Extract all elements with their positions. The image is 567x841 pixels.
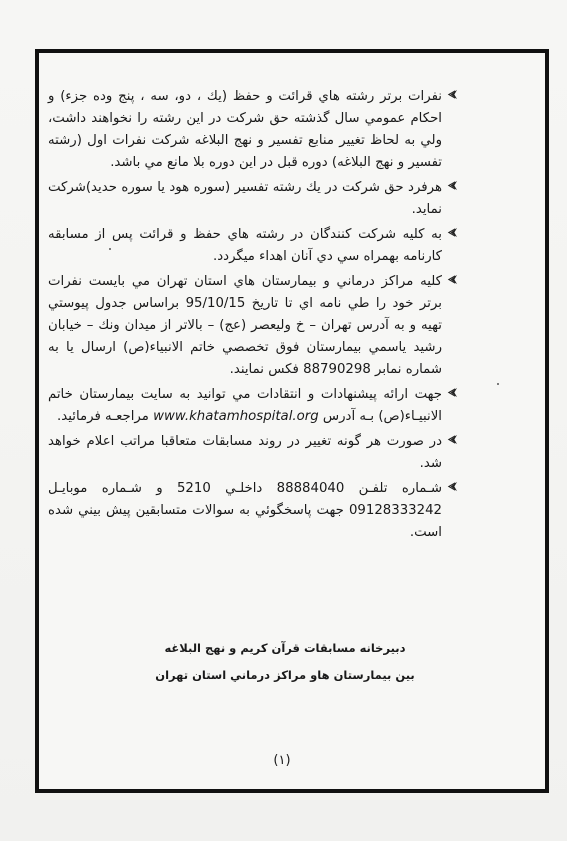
list-item-text: نفرات برتر رشته هاي قرائت و حفظ (يك ، دو، سه ، پنج وده جزء) و احكام عمومي سال گذشته حق شركت در اين رشته را نخواهند داشت، ولي به لحاظ تغيير منابع تفسير و نهج البلاغه شركت نفرات اول (رشته تفسير و نهج البلاغه) دوره قبل در اين دوره بلا مانع مي باشد.: [48, 89, 442, 170]
checkmark-arrow-icon: [447, 227, 458, 238]
list-item: [48, 177, 458, 221]
list-item-text: هرفرد حق شركت در يك رشته تفسير (سوره هود يا سوره حديد)شركت نمايد.: [48, 180, 442, 217]
page-number: (۱): [273, 753, 291, 768]
checkmark-arrow-icon: [447, 387, 458, 398]
website-link[interactable]: www.khatamhospital.org: [153, 409, 319, 424]
list-item-text: در صورت هر گونه تغيير در روند مسابقات متعاقبا مراتب اعلام خواهد شد.: [48, 434, 442, 471]
secretariat-title: دبيرخانه مسابقات قرآن كريم و نهج البلاغه: [164, 641, 406, 655]
scan-speck: [109, 248, 111, 250]
list-item-text: شـماره تلفـن 88884040 داخلـي 5210 و شـماره موبايـل 09128333242 جهت پاسخگوئي به سوالات متسابقين پيش بيني شده است.: [48, 481, 442, 540]
checkmark-arrow-icon: [447, 481, 458, 492]
list-item-text: به كليه شركت كنندگان در رشته هاي حفظ و قرائت پس از مسابقه كارنامه بهمراه سي دي آنان اهداء ميگردد.: [48, 227, 442, 264]
checkmark-arrow-icon: [447, 274, 458, 285]
list-item: [48, 478, 458, 544]
rules-list: [48, 86, 458, 547]
list-item: [48, 224, 458, 268]
checkmark-arrow-icon: [447, 180, 458, 191]
list-item: [48, 271, 458, 381]
list-item: [48, 384, 458, 428]
list-item-text: كليه مراكز درماني و بيمارستان هاي استان تهران مي بايست نفرات برتر خود را طي نامه اي تا تاريخ 95/10/15 براساس جدول پيوستي تهيه و به آدرس تهران – خ وليعصر (عج) – بالاتر از ميدان ونك – خيابان رشيد ياسمي بيمارستان فوق تخصصي خاتم الانبياء(ص) ارسال يا به شماره نمابر 88790298 فكس نمايند.: [48, 274, 443, 377]
checkmark-arrow-icon: [447, 434, 458, 445]
secretariat-subtitle: بين بيمارستان هاو مراكز درماني استان تهران: [155, 668, 415, 682]
list-item-text: [48, 384, 442, 428]
list-item-text-before: جهت ارائه پيشنهادات و انتقادات مي توانيد به سايت بيمارستان خاتم الانبيـاء(ص) بـه آدرس: [48, 387, 442, 424]
list-item: [48, 86, 458, 174]
scan-speck: [497, 383, 499, 385]
list-item: [48, 431, 458, 475]
checkmark-arrow-icon: [447, 89, 458, 100]
list-item-text-after: مراجعـه فرمائيد.: [57, 409, 149, 424]
